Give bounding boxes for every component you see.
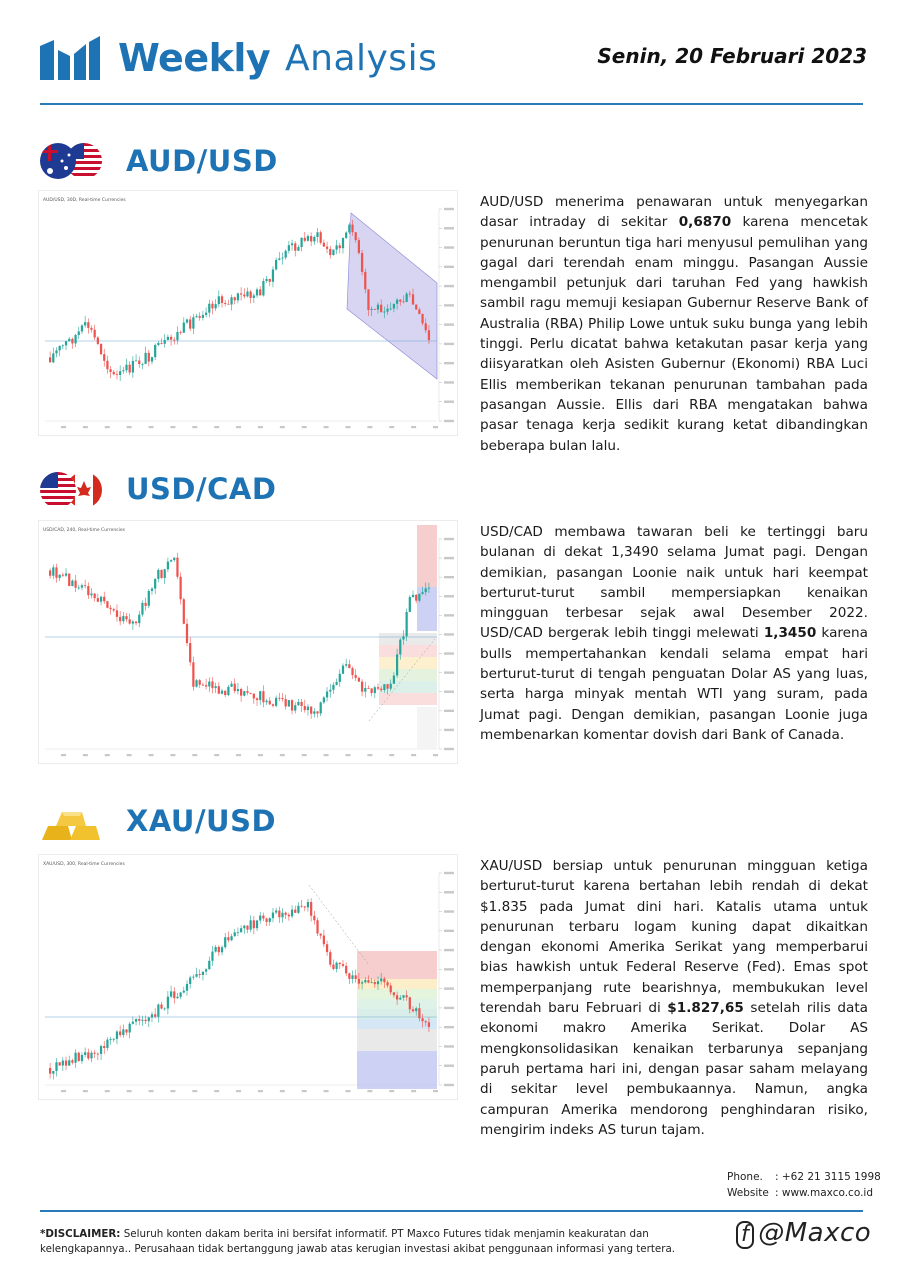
social-links	[736, 1218, 871, 1249]
analysis-text-audusd	[480, 192, 868, 456]
text-part: AUD/USD menerima penawaran untuk menyegarkan dasar intraday di sekitar	[480, 194, 868, 231]
text-part: karena mencetak penurunan beruntun tiga hari menyusul pemulihan yang gagal dari terendah enam minggu. Pasangan Aussie mengambil petunjuk dari taruhan Fed yang hawkish sambil ragu memuji kesiapan Gubernur Reserve Bank of Australia (RBA) Philip Lowe untuk suku bunga yang lebih tinggi. Perlu dicatat bahwa ketakutan pasar kerja yang diisyaratkan oleh Asisten Gubernur (Ekonomi) RBA Luci Ellis memberikan tekanan penurunan tambahan pada pasangan Aussie. Ellis dari RBA mengatakan bahwa pasar tenaga kerja sedikit kurang ketat dibandingkan beberapa bulan lalu.	[480, 214, 868, 454]
disclaimer-text: Seluruh konten dakam berita ini bersifat informatif. PT Maxco Futures tidak menjamin keakuratan dan kelengkapannya.. Perusahaan tidak bertanggung jawab atas kerugian investasi akibat penggunaan informasi yang tertera.	[40, 1228, 676, 1255]
section-title-xauusd: XAU/USD	[126, 804, 277, 838]
facebook-icon[interactable]: f	[736, 1221, 754, 1249]
chart-header-label: USD/CAD, 240, Real-time Currencies	[43, 528, 126, 533]
chart-audusd	[38, 190, 458, 436]
maxco-logo-icon	[40, 36, 100, 80]
contact-info	[727, 1169, 881, 1201]
section-title-usdcad: USD/CAD	[126, 472, 277, 506]
candlestick-chart-xauusd	[39, 855, 457, 1099]
title-analysis: Analysis	[285, 38, 438, 79]
gold-bars-icon	[40, 802, 102, 842]
text-part: setelah rilis data ekonomi makro Amerika Serikat. Dolar AS mengkonsolidasikan kenaikan terbarunya sepanjang paruh pertama hari ini, dengan pasar saham melayang di sekitar level pembukaannya. Namun, angka campuran Amerika mendorong penghindaran risiko, mengirim indeks AS turun tajam.	[480, 1000, 868, 1138]
chart-header-label: XAU/USD, 300, Real-time Currencies	[43, 862, 125, 867]
chart-xauusd	[38, 854, 458, 1100]
website-link[interactable]: : www.maxco.co.id	[775, 1187, 873, 1199]
website-label: Website	[727, 1187, 769, 1199]
text-part: USD/CAD membawa tawaran beli ke tertinggi baru bulanan di dekat 1,3490 selama Jumat pagi. Dengan demikian, pasangan Loonie naik untuk hari keempat berturut-turut sambil mempersiapkan kenaikan mingguan terbesar sejak awal Desember 2022. USD/CAD bergerak lebih tinggi melewati	[480, 524, 868, 642]
section-title-audusd: AUD/USD	[126, 144, 278, 178]
australia-usa-flag-icon	[40, 141, 102, 181]
title-weekly: Weekly	[118, 36, 271, 80]
text-part: XAU/USD bersiap untuk penurunan mingguan ketiga berturut-turut karena bertahan lebih rendah di dekat $1.835 pada Jumat dini hari. Katalis utama untuk penurunan terbaru logam kuning dapat dikaitkan dengan ekonomi Amerika Serikat yang memperbarui bias hawkish untuk Federal Reserve (Fed). Emas spot memperpanjang rute bearishnya, membukukan level terendah baru Februari di	[480, 858, 868, 1017]
highlight-value: 0,6870	[678, 214, 732, 231]
report-date: Senin, 20 Februari 2023	[597, 44, 867, 68]
usa-canada-flag-icon	[40, 470, 102, 510]
highlight-value: $1.827,65	[667, 1000, 744, 1017]
analysis-text-xauusd	[480, 856, 868, 1140]
chart-header-label: AUD/USD, 30D, Real-time Currencies	[43, 198, 126, 203]
disclaimer-label: *DISCLAIMER:	[40, 1228, 121, 1240]
text-part: karena bulls mempertahankan kendali selama empat hari berturut-turut di tengah penguatan Dolar AS yang luas, serta harga minyak mentah WTI yang suram, pada Jumat pagi. Dengan demikian, pasangan Loonie juga membenarkan komentar dovish dari Bank of Canada.	[480, 625, 868, 743]
disclaimer	[40, 1227, 720, 1257]
footer-divider	[40, 1210, 863, 1212]
analysis-text-usdcad	[480, 522, 868, 745]
header-divider	[40, 103, 863, 105]
phone-label: Phone.	[727, 1171, 763, 1183]
chart-usdcad	[38, 520, 458, 764]
candlestick-chart-audusd	[39, 191, 457, 435]
phone-number[interactable]: : +62 21 3115 1998	[775, 1171, 881, 1183]
social-handle[interactable]: @Maxco	[758, 1218, 872, 1248]
highlight-value: 1,3450	[763, 625, 817, 642]
candlestick-chart-usdcad	[39, 521, 457, 763]
